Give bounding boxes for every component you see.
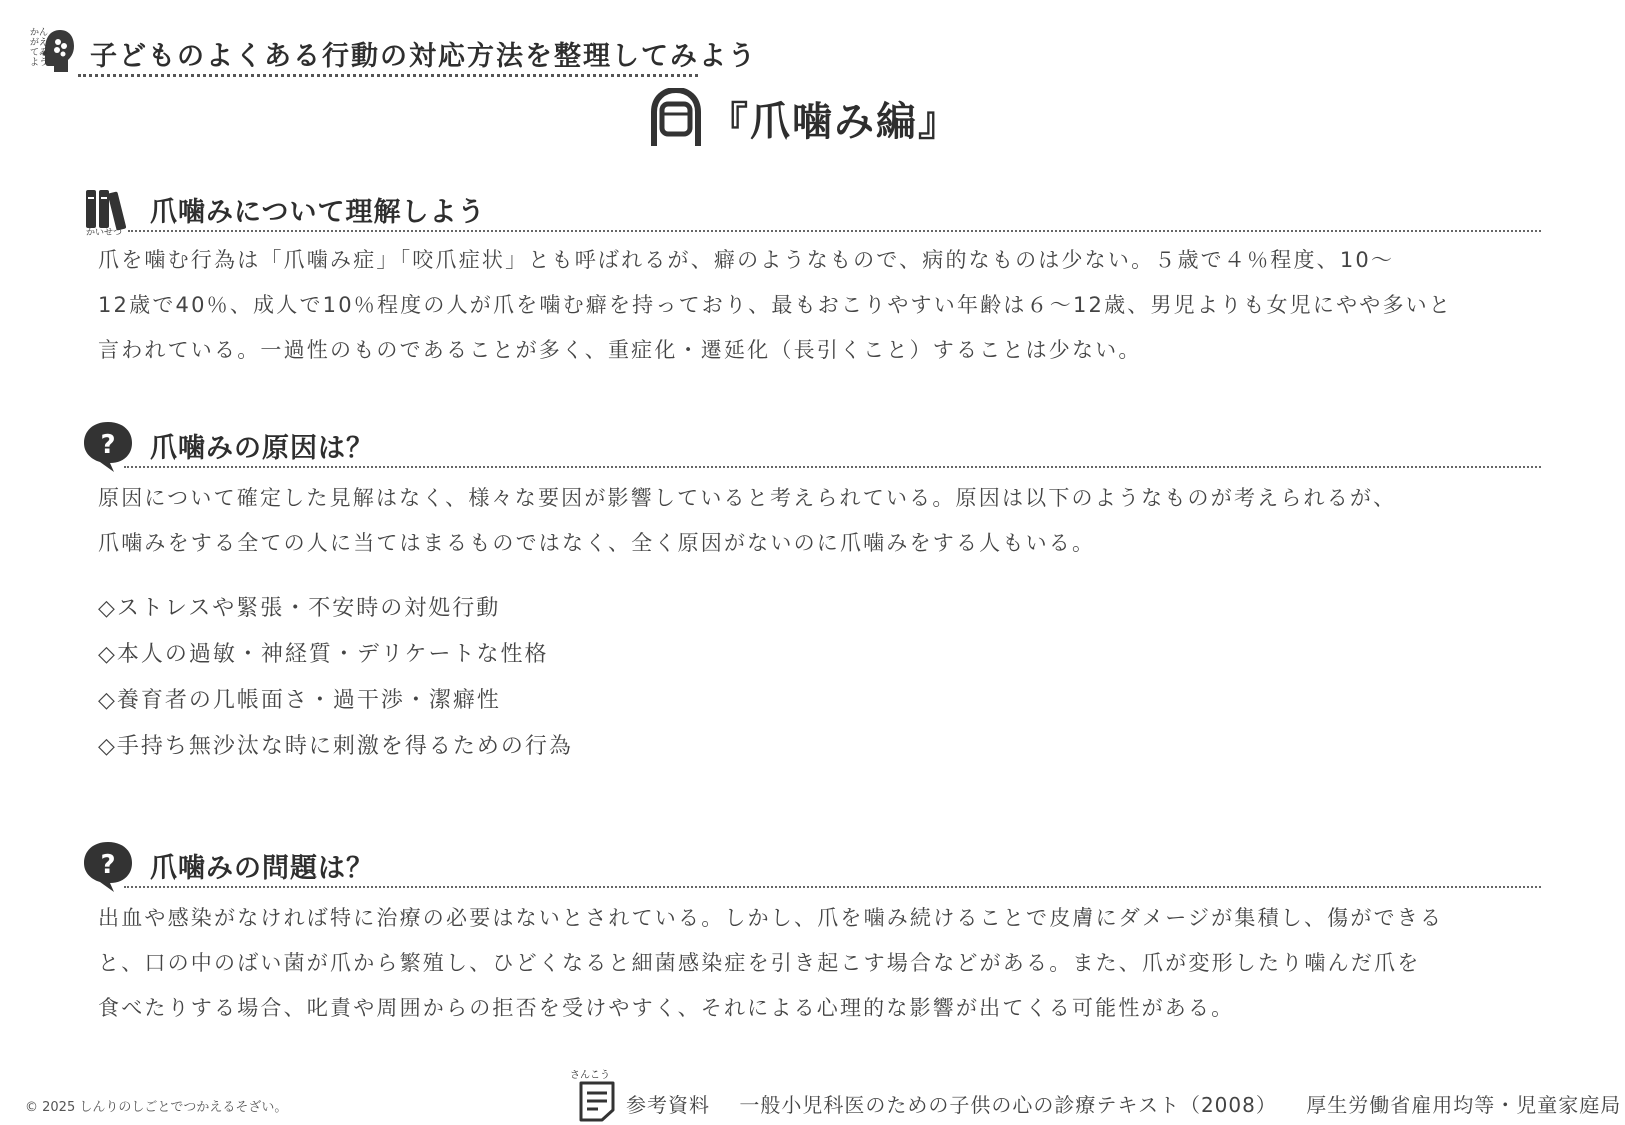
- section-body-problems: [98, 896, 1563, 1031]
- fingernail-icon: [648, 88, 704, 148]
- reference-publisher: 厚生労働省雇用均等・児童家庭局: [1306, 1093, 1622, 1117]
- section-divider: [124, 886, 1541, 888]
- section-body-causes: [98, 476, 1563, 566]
- section-sub-label: かいせつ: [86, 228, 123, 238]
- list-item: ◇養育者の几帳面さ・過干渉・潔癖性: [98, 688, 501, 713]
- list-item: ◇ストレスや緊張・不安時の対処行動: [98, 596, 501, 621]
- reference-line: [626, 1089, 1625, 1118]
- section-heading-causes: 爪噛みの原因は？: [150, 433, 374, 464]
- copyright: © 2025 しんりのしごとでつかえるそざい。: [25, 1100, 288, 1115]
- body-line: 原因について確定した見解はなく、様々な要因が影響していると考えられている。原因は以下のようなものが考えられるが、: [98, 486, 1397, 510]
- section-body-understand: [98, 238, 1563, 373]
- brand-title: 子どものよくある行動の対応方法を整理してみよう: [90, 41, 757, 72]
- body-line: 爪を噛む行為は「爪噛み症」「咬爪症状」とも呼ばれるが、癖のようなもので、病的なものは少ない。５歳で４％程度、10〜: [98, 248, 1395, 272]
- reference-small-label: さんこう: [570, 1070, 610, 1081]
- svg-text:?: ?: [100, 850, 116, 880]
- section-heading-problems: 爪噛みの問題は？: [150, 853, 374, 884]
- body-line: 爪噛みをする全ての人に当てはまるものではなく、全く原因がないのに爪噛みをする人もいる。: [98, 531, 1096, 555]
- body-line: 食べたりする場合、叱責や周囲からの拒否を受けやすく、それによる心理的な影響が出てくる可能性がある。: [98, 996, 1235, 1020]
- list-item: ◇本人の過敏・神経質・デリケートな性格: [98, 642, 549, 667]
- body-line: 出血や感染がなければ特に治療の必要はないとされている。しかし、爪を噛み続けることで皮膚にダメージが集積し、傷ができる: [98, 906, 1444, 930]
- section-divider: [124, 466, 1541, 468]
- document-icon: [578, 1080, 616, 1122]
- body-line: と、口の中のばい菌が爪から繁殖し、ひどくなると細菌感染症を引き起こす場合などがある。また、爪が変形したり噛んだ爪を: [98, 951, 1421, 975]
- brand-small-label: かんがえてみよう: [30, 28, 49, 68]
- brand-divider: [78, 74, 698, 77]
- body-line: 12歳で40％、成人で10％程度の人が爪を噛む癖を持っており、最もおこりやすい年齢は６〜12歳、男児よりも女児にやや多いと: [98, 293, 1453, 317]
- causes-list: [98, 586, 573, 770]
- reference-title: 一般小児科医のための子供の心の診療テキスト（2008）: [739, 1093, 1277, 1117]
- page-title-block: [648, 86, 960, 150]
- body-line: 言われている。一過性のものであることが多く、重症化・遷延化（長引くこと）することは少ない。: [98, 338, 1142, 362]
- section-divider: [128, 230, 1541, 232]
- reference-label: 参考資料: [626, 1093, 710, 1117]
- page-title: 『爪噛み編』: [708, 98, 960, 145]
- svg-text:?: ?: [100, 430, 116, 460]
- list-item: ◇手持ち無沙汰な時に刺激を得るための行為: [98, 734, 573, 759]
- section-heading-understand: 爪噛みについて理解しよう: [150, 197, 486, 228]
